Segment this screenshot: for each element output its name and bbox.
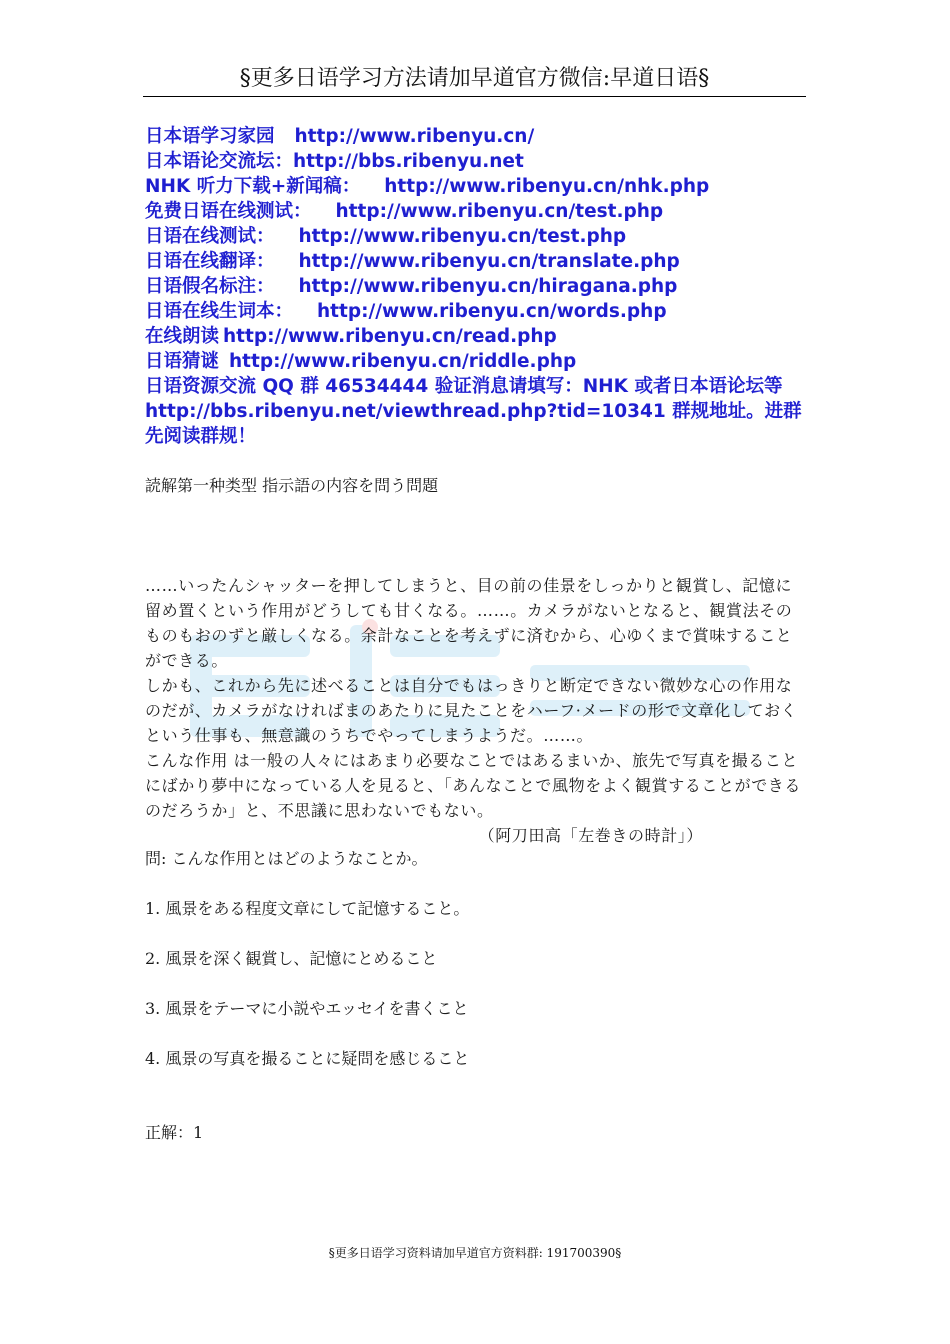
link-url[interactable]: http://www.ribenyu.cn/read.php xyxy=(223,326,557,347)
link-label: 在线朗读 xyxy=(145,326,220,347)
link-label: 日语在线测试： xyxy=(145,226,275,247)
question-text: 問: こんな作用とはどのようなことか。 xyxy=(145,849,428,868)
passage-paragraph: ……いったんシャッターを押してしまうと、目の前の佳景をしっかりと観賞し、記憶に留め置くという作用がどうしても甘くなる。……。カメラがないとなると、観賞法そのものもおのずと厳しくなる。余計なことを考えずに済むから、心ゆくまで賞味することができる。 xyxy=(145,576,793,670)
reading-passage xyxy=(145,573,807,848)
header-divider xyxy=(143,96,806,97)
link-url[interactable]: http://www.ribenyu.cn/hiragana.php xyxy=(298,276,678,297)
link-row-forum[interactable] xyxy=(145,149,809,174)
passage-paragraph: こんな作用 は一般の人々にはあまり必要なことではあるまいか、旅先で写真を撮ることにばかり夢中になっている人を見ると、「あんなことで風物をよく観賞することができるのだろうか」と、不思議に思わないでもない。 xyxy=(145,751,802,820)
link-row-free-test[interactable] xyxy=(145,199,809,224)
link-label: 日语在线生词本： xyxy=(145,301,294,322)
answer-option-4: 4. 風景の写真を撮ることに疑問を感じること xyxy=(145,1049,470,1068)
answer-option-1: 1. 風景をある程度文章にして記憶すること。 xyxy=(145,899,470,918)
link-url[interactable]: http://www.ribenyu.cn/ xyxy=(294,126,535,147)
correct-answer: 正解：1 xyxy=(145,1123,204,1142)
link-url[interactable]: http://www.ribenyu.cn/riddle.php xyxy=(229,351,577,372)
link-label: 日本语论交流坛： xyxy=(145,151,294,172)
passage-citation: （阿刀田高「左巻きの時計」） xyxy=(478,826,703,845)
link-row-nhk[interactable] xyxy=(145,174,809,199)
page-header-title: §更多日语学习方法请加早道官方微信:早道日语§ xyxy=(239,66,710,91)
qq-group-notice: 日语资源交流 QQ 群 46534444 验证消息请填写：NHK 或者日本语论坛等 http://bbs.ribenyu.net/viewthread.php?tid=10341 群规地址。进群先阅读群规！ xyxy=(145,376,802,447)
link-row-words[interactable] xyxy=(145,299,809,324)
link-label: 日语在线翻译： xyxy=(145,251,275,272)
link-label: 日本语学习家园 xyxy=(145,126,275,147)
link-row-read[interactable] xyxy=(145,324,809,349)
link-url[interactable]: http://bbs.ribenyu.net xyxy=(293,151,524,172)
link-label: 日语假名标注： xyxy=(145,276,275,297)
link-label: 日语猜谜 xyxy=(145,351,220,372)
passage-paragraph: しかも、これから先に述べることは自分でもはっきりと断定できない微妙な心の作用なのだが、カメラがなければまのあたりに見たことをハーフ·メードの形で文章化しておくという仕事も、無意識のうちでやってしまうようだ。……。 xyxy=(145,676,798,745)
link-row-translate[interactable] xyxy=(145,249,809,274)
link-label: NHK 听力下载+新闻稿： xyxy=(145,176,361,197)
answer-option-3: 3. 風景をテーマに小説やエッセイを書くこと xyxy=(145,999,469,1018)
section-title: 読解第一种类型 指示語の内容を問う問題 xyxy=(145,476,439,495)
answer-option-2: 2. 風景を深く観賞し、記憶にとめること xyxy=(145,949,438,968)
link-url[interactable]: http://www.ribenyu.cn/test.php xyxy=(335,201,664,222)
page-footer: §更多日语学习资料请加早道官方资料群: 191700390§ xyxy=(328,1246,622,1260)
link-url[interactable]: http://www.ribenyu.cn/words.php xyxy=(317,301,667,322)
link-url[interactable]: http://www.ribenyu.cn/translate.php xyxy=(298,251,680,272)
link-row-test[interactable] xyxy=(145,224,809,249)
link-row-home[interactable] xyxy=(145,124,809,149)
link-url[interactable]: http://www.ribenyu.cn/test.php xyxy=(298,226,627,247)
resource-links-block xyxy=(145,124,809,449)
link-label: 免费日语在线测试： xyxy=(145,201,312,222)
link-row-hiragana[interactable] xyxy=(145,274,809,299)
link-url[interactable]: http://www.ribenyu.cn/nhk.php xyxy=(384,176,710,197)
link-row-riddle[interactable] xyxy=(145,349,809,374)
